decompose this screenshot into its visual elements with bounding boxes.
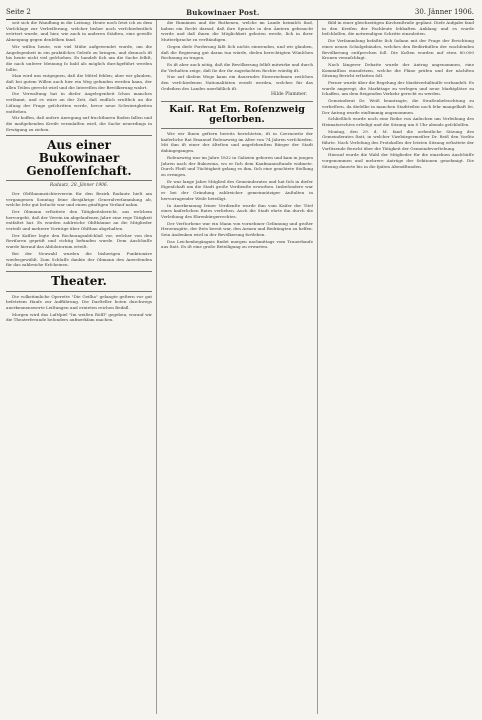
left-paragraph: Wir wiſſen heute, wie viel Mühe aufgewendet wurde, um die Angelegenheit in ein praktiſches Geleiſe zu bringen, und dennoch iſt bis heute nicht viel geſchehen. Es handelt ſich um die Sache ſelbſt, die nach unſerer Meinung ſo bald als möglich durchgeführt werden ſollte.: [6, 43, 152, 72]
obituary-paragraph: In Anerkennung ſeiner Verdienſte wurde ihm vom Kaiſer der Titel eines kaiſerlichen Rates verliehen. Auch die Stadt ehrte ihn durch die Verleihung des Ehrenbürgerrechtes.: [161, 202, 313, 219]
middle-paragraph: Gegen dieſe Forderung läßt ſich nichts einwenden, und wir glauben, daß die Regierung gut daran tun würde, dieſen berechtigten Wünſchen Rechnung zu tragen.: [161, 43, 313, 61]
middle-paragraph: Nur auf dieſem Wege kann ein dauerndes Einvernehmen zwiſchen den verſchiedenen Nationalitäten erzielt werden, welches für das Gedeihen des Landes unerläßlich iſt.: [161, 74, 313, 91]
column-separator: [156, 20, 157, 714]
page-header: [6, 6, 474, 18]
right-paragraph: Die Verſammlung befaßte ſich ſodann mit der Frage der Errichtung eines neuen Schulgebäudes, welches den Bedürfniſſen der wachſenden Bevölkerung entſprechen ſoll. Die Koſten wurden auf etwa 80.000 Kronen veranſchlagt.: [322, 38, 474, 61]
right-paragraph: Gemeinderat Dr. Weiß beantragte, die Straßenbeleuchtung zu verbeſſern, da dieſelbe in manchen Stadtteilen noch ſehr mangelhaft ſei. Der Antrag wurde einſtimmig angenommen.: [322, 98, 474, 115]
right-paragraph: Nach längerer Debatte wurde der Antrag angenommen, eine Kommiſſion einzuſetzen, welche die Pläne prüfen und der nächſten Sitzung Bericht erſtatten ſoll.: [322, 61, 474, 79]
theater-headline: Theater.: [51, 273, 107, 288]
newspaper-title: Bukowinaer Post.: [186, 7, 260, 17]
dateline: Radautz, 28. Jänner 1906.: [49, 183, 109, 189]
obituary-paragraph: Das Leichenbegängnis findet morgen nachmittags vom Trauerhauſe aus ſtatt. Es iſt eine große Beteiligung zu erwarten.: [161, 238, 313, 250]
theater-paragraph: Die volkstümliche Operette "Die Geiſha" gelangte geſtern vor gut beſetztem Hauſe zur Aufführung. Die Darſteller boten durchwegs anerkennenswerte Leiſtungen und ernteten reichen Beifall.: [6, 293, 152, 310]
left-paragraph: seit sich die Wandlung in die Leitung. Heute noch ſetzt ich zu dem Vorſchlage zur Verbeſſerung, welcher bisher noch verſchiedentlich erörtert wurde, und hier, wie auch in anderen Städten, eine gewiſſe Abneigung gegen denſelben fand.: [6, 20, 152, 43]
author-byline: Hilde Plammer.: [271, 92, 307, 98]
section-divider: [161, 128, 313, 129]
section-divider: [6, 291, 152, 292]
right-paragraph: Hierauf wurde die Wahl der Mitglieder für die einzelnen Ausſchüſſe vorgenommen und mehrere Anträge der Sektionen genehmigt. Die Sitzung dauerte bis in die ſpäten Abendſtunden.: [322, 152, 474, 169]
column-separator: [317, 20, 318, 714]
left-section-paragraph: Der Obſtbaumzüchterverein für den Bezirk Radautz hielt am vergangenen Sonntag ſeine diesjährige Generalverſammlung ab, welche ſehr gut beſucht war und einen günſtigen Verlauf nahm.: [6, 190, 152, 208]
issue-date: 30. Jänner 1906.: [414, 8, 474, 16]
left-section-paragraph: Der Obmann erſtattete den Tätigkeitsbericht, aus welchem hervorgeht, daß der Verein im abgelaufenen Jahre eine rege Tätigkeit entfaltet hat. Es wurden zahlreiche Obſtbäume an die Mitglieder verteilt und mehrere Vorträge über Obſtbau abgehalten.: [6, 208, 152, 232]
section-divider: [6, 180, 152, 181]
column-left: [6, 20, 152, 714]
left-section-paragraph: Der Kaſſier legte den Rechnungsabſchluß vor, welcher von den Reviſoren geprüft und richtig befunden wurde. Dem Ausſchuſſe wurde hierauf das Abſolutorium erteilt.: [6, 232, 152, 250]
right-paragraph: Montag, den 29. d. M. fand die ordentliche Sitzung des Gemeinderates ſtatt, in welcher Vizebürgermeiſter Dr. Reiß den Vorſitz führte. Nach Verleſung des Protokolles der letzten Sitzung erſtattete der Vorſitzende Bericht über die Tätigkeit der Gemeindevorſtehung.: [322, 128, 474, 151]
obituary-headline: Kaiſ. Rat Em. Roſenzweig geſtorben.: [169, 104, 305, 126]
left-paragraph: Die Verwaltung hat in dieſer Angelegenheit ſchon manches verſäumt, und es wäre an der Zeit, daß endlich ernſtlich an die Löſung der Frage geſchritten werde, bevor neue Schwierigkeiten entſtehen.: [6, 91, 152, 114]
column-right: [322, 20, 474, 714]
page-number: Seite 2: [6, 8, 31, 16]
theater-paragraph: Morgen wird das Luſtſpiel "Im weißen Röſſl" gegeben, worauf wir die Theaterfreunde beſonders aufmerkſam machen.: [6, 311, 152, 323]
middle-paragraph: die Rumänen und die Ruthenen, welche im Lande heimiſch ſind, haben ein Recht darauf, daß ihre Sprache in den Ämtern gebraucht werde und daß ihnen die Möglichkeit geboten werde, ſich in ihrer Mutterſprache zu verſtändigen.: [161, 20, 313, 43]
right-paragraph: Bild in einer gleichzeitigen Kirchenſtraße geplant. Dieſe Aufgabe fand in den Kreiſen der Fachleute lebhaften Anklang und es wurde beſchloſſen, die notwendigen Schritte einzuleiten.: [322, 20, 474, 37]
obituary-paragraph: Er war lange Jahre Mitglied des Gemeinderates und hat ſich in dieſer Eigenſchaft um die Stadt große Verdienſte erworben. Insbeſondere war er bei der Gründung zahlreicher gemeinnütziger Anſtalten in hervorragender Weiſe beteiligt.: [161, 178, 313, 201]
obituary-paragraph: Der Verſtorbene war ein Mann von vornehmer Geſinnung und großer Herzensgüte, der ſtets bereit war, den Armen und Bedrängten zu helfen. Sein Andenken wird in der Bevölkerung fortleben.: [161, 220, 313, 238]
section-divider: [6, 135, 152, 136]
column-middle: [161, 20, 313, 714]
right-paragraph: Schließlich wurde noch eine Reihe von Anſuchen um Verleihung des Heimatsrechtes erledigt und die Sitzung um 8 Uhr abends geſchloſſen.: [322, 116, 474, 127]
section-divider: [161, 101, 313, 102]
obituary-paragraph: Roſenzweig war im Jahre 1832 in Galizien geboren und kam in jungen Jahren nach der Bukowina, wo er ſich dem Kaufmannsſtande widmete. Durch Fleiß und Tüchtigkeit gelang es ihm, ſich eine geachtete Stellung zu erringen.: [161, 154, 313, 177]
middle-paragraph: Es iſt aber auch nötig, daß die Bevölkerung ſelbſt mitwirke und durch ihr Verhalten zeige, daß ſie der ihr zugedachten Rechte würdig iſt.: [161, 61, 313, 73]
obituary-paragraph: Wie wir Ihnen geſtern bereits berichteten, iſt in Czernowitz der kaiſerliche Rat Emanuel Roſenzweig im Alter von 74 Jahren verſchieden. Mit ihm iſt einer der älteſten und angeſehenſten Bürger der Stadt dahingegangen.: [161, 131, 313, 154]
section-headline: Aus einer Bukowinaer Genoſſenſchaft.: [26, 138, 132, 178]
left-paragraph: Man wird uns entgegnen, daß die Mittel fehlen; aber wir glauben, daß bei gutem Willen auch hier ein Weg gefunden werden kann, der allen Teilen gerecht wird und die Intereſſen der Bevölkerung wahrt.: [6, 73, 152, 90]
section-divider: [6, 271, 152, 272]
left-section-paragraph: Bei der Neuwahl wurden die bisherigen Funktionäre wiedergewählt. Zum Schluſſe dankte der Obmann den Anweſenden für das zahlreiche Erſcheinen.: [6, 250, 152, 268]
right-paragraph: Ferner wurde über die Regelung der Marktverhältniſſe verhandelt. Es wurde angeregt, die Markttage zu verlegen und neue Marktplätze zu ſchaffen, um dem ſteigenden Verkehr gerecht zu werden.: [322, 80, 474, 97]
left-paragraph: Wir hoffen, daß unſere Anregung auf fruchtbaren Boden fallen und die maßgebenden Kreiſe veranlaſſen wird, die Sache neuerdings in Erwägung zu ziehen.: [6, 115, 152, 132]
